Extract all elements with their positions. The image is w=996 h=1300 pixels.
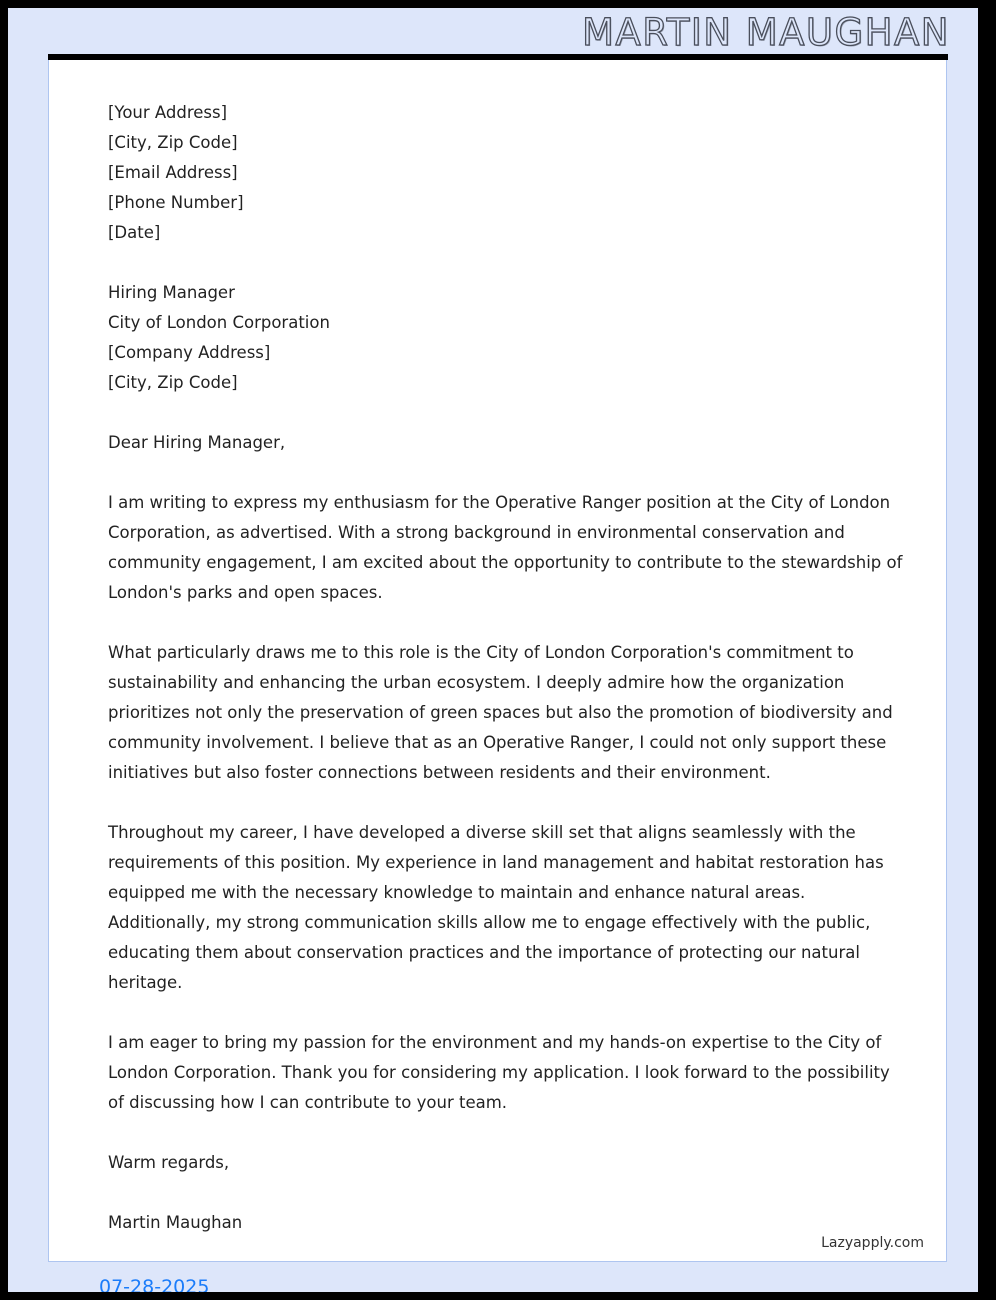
document-canvas <box>8 8 978 1292</box>
sender-address-line: [Phone Number] <box>108 193 244 212</box>
sender-address-line: [Email Address] <box>108 163 238 182</box>
body-paragraph: Throughout my career, I have developed a diverse skill set that aligns seamlessly with the requirements of this position. My experience in land management and habitat restoration has equipped me with the necessary knowledge to maintain and enhance natural areas. Additionally, my strong communication skills allow me to engage effectively with the public, educating them about conservation practices and the importance of protecting our natural heritage. <box>108 823 889 992</box>
recipient-address-line: [City, Zip Code] <box>108 373 238 392</box>
salutation: Dear Hiring Manager, <box>108 433 286 452</box>
body-paragraph: What particularly draws me to this role is the City of London Corporation's commitment to sustainability and enhancing the urban ecosystem. I deeply admire how the organization prioritizes not only the preservation of green spaces but also the promotion of biodiversity and community involvement. I believe that as an Operative Ranger, I could not only support these initiatives but also foster connections between residents and their environment. <box>108 643 898 782</box>
page-title: MARTIN MAUGHAN <box>581 11 950 54</box>
recipient-address-block <box>108 278 908 398</box>
signature-name: Martin Maughan <box>108 1213 243 1232</box>
letterhead-header <box>8 8 978 54</box>
recipient-address-line: City of London Corporation <box>108 313 330 332</box>
letter-body <box>108 98 908 1238</box>
letter-page <box>48 60 947 1262</box>
recipient-address-line: Hiring Manager <box>108 283 235 302</box>
sender-address-line: [Your Address] <box>108 103 228 122</box>
body-paragraph: I am writing to express my enthusiasm for the Operative Ranger position at the City of London Corporation, as advertised. With a strong background in environmental conservation and community engagement, I am excited about the opportunity to contribute to the stewardship of London's parks and open spaces. <box>108 493 908 602</box>
sender-address-line: [City, Zip Code] <box>108 133 238 152</box>
date-stamp: 07-28-2025 <box>99 1276 210 1292</box>
body-paragraph: I am eager to bring my passion for the environment and my hands-on expertise to the City of London Corporation. Thank you for considering my application. I look forward to the possibility of discussing how I can contribute to your team. <box>108 1033 896 1112</box>
sender-address-line: [Date] <box>108 223 161 242</box>
recipient-address-line: [Company Address] <box>108 343 271 362</box>
closing-salutation: Warm regards, <box>108 1153 230 1172</box>
lazyapply-watermark: Lazyapply.com <box>821 1235 924 1251</box>
sender-address-block <box>108 98 908 248</box>
